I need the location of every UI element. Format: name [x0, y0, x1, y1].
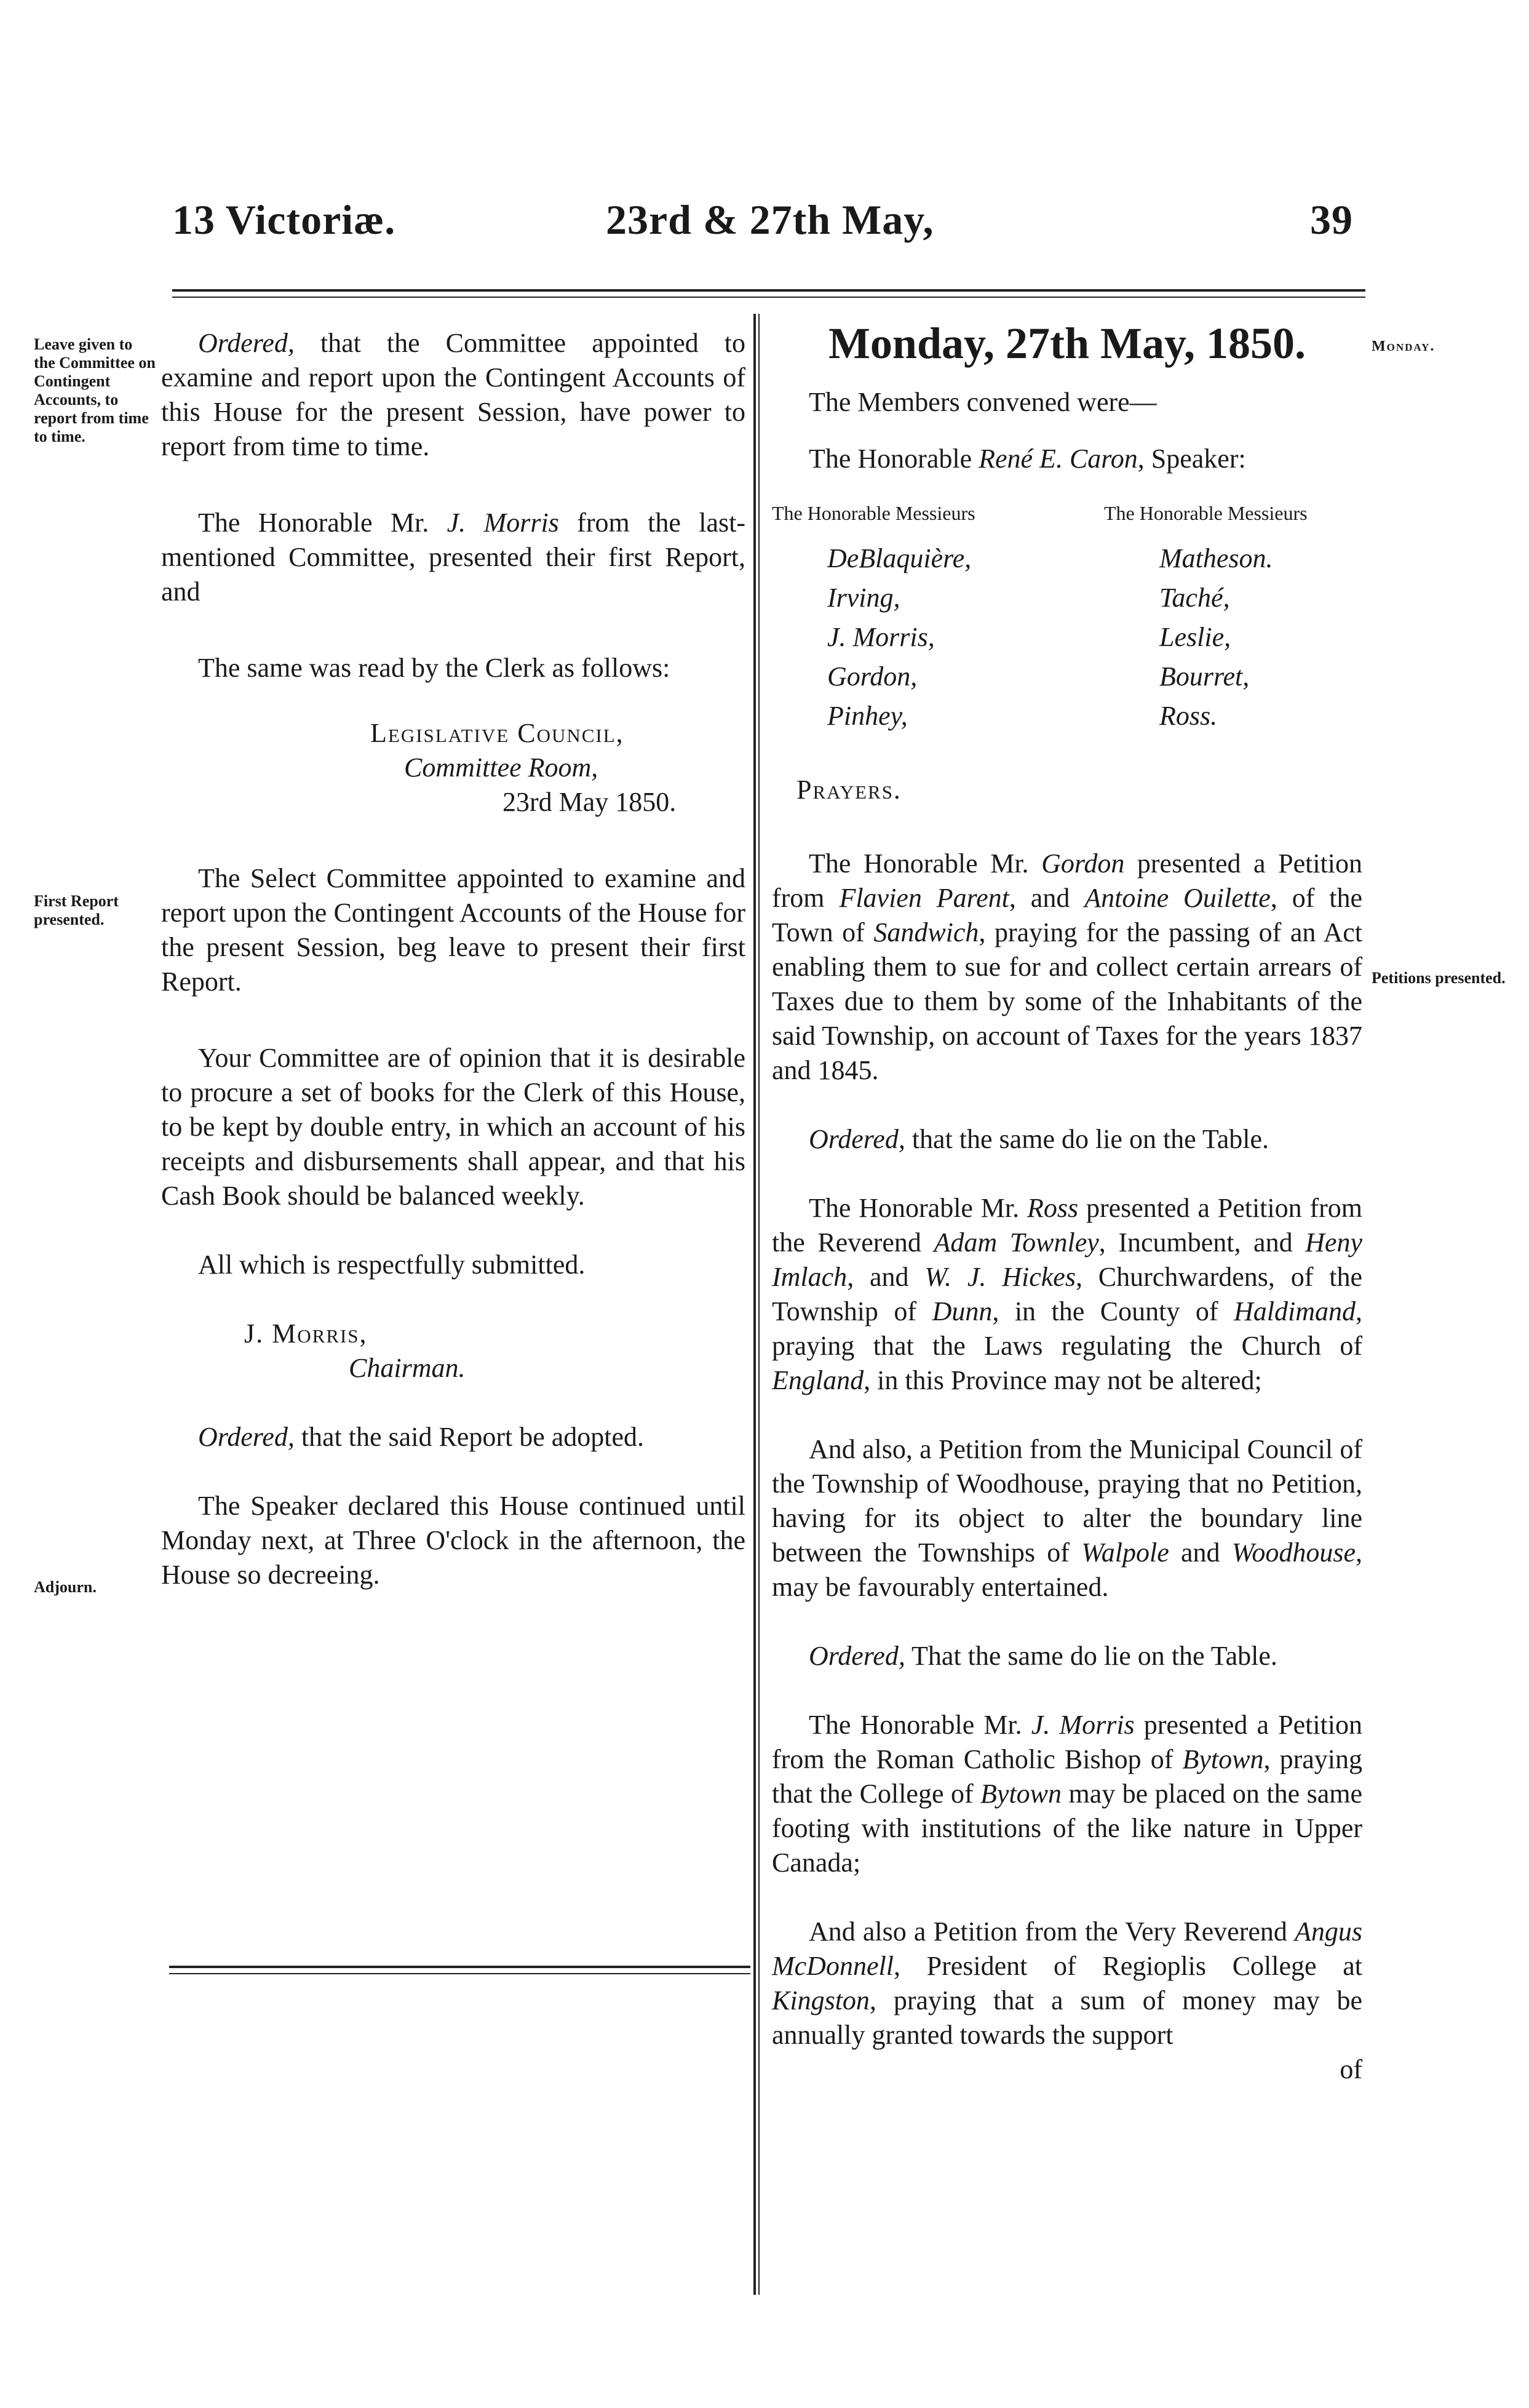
person-name: Gordon: [1041, 848, 1125, 879]
place-name: Dunn: [932, 1296, 993, 1326]
person-name: Ross: [1027, 1193, 1079, 1223]
text-segment: The Honorable Mr.: [809, 848, 1042, 879]
paragraph-ross-petition: [772, 1191, 1362, 1398]
text-segment: from the last-mentioned Committee, presented their first Report, and: [161, 508, 745, 607]
ordered-word: Ordered,: [198, 1422, 295, 1452]
person-name: Heny Imlach: [772, 1227, 1362, 1292]
catchword: of: [1340, 2054, 1362, 2084]
paragraph-gordon-petition: [772, 847, 1362, 1088]
text-segment: presented a Petition from the Reverend: [772, 1193, 1363, 1258]
paragraph-bytown-petition: [772, 1708, 1362, 1880]
signature-block: [161, 1317, 745, 1385]
members-right: [1159, 539, 1273, 736]
text-segment: and: [1169, 1537, 1232, 1568]
member-name: Taché,: [1159, 583, 1230, 613]
person-name: W. J. Hickes: [924, 1262, 1076, 1292]
running-head-left: 13 Victoriæ.: [172, 196, 396, 243]
text-segment: , in the County of: [992, 1296, 1234, 1326]
text-segment: , Speaker:: [1137, 444, 1246, 474]
paragraph-ordered-table-1: [772, 1122, 1362, 1157]
member-name: Gordon,: [827, 661, 918, 692]
paragraph-leave-given: [161, 326, 745, 464]
person-name: Antoine Ouilette: [1084, 883, 1271, 913]
person-name: J. Morris: [447, 508, 559, 538]
place-name: England: [772, 1365, 864, 1395]
report-heading: [161, 716, 745, 819]
place-name: Bytown: [980, 1779, 1062, 1809]
ordered-word: Ordered,: [809, 1641, 905, 1671]
text-segment: The Honorable Mr.: [809, 1710, 1031, 1740]
header-rule-bottom: [172, 297, 1365, 298]
person-name: Adam Townley: [934, 1227, 1099, 1258]
member-name: Bourret,: [1159, 661, 1250, 692]
paragraph-adjourn: The Speaker declared this House continued until Monday next, at Three O'clock in the afternoon, the House so decreeing.: [161, 1491, 745, 1590]
column-divider-thin: [758, 314, 760, 2295]
section-end-rule-thin: [169, 1973, 750, 1974]
person-name: Flavien Parent: [839, 883, 1009, 913]
text-segment: , praying for the passing of an Act enabling them to sue for and collect certain arrears of Taxes due to them by some of the Inhabitants of the said Township, on account of Taxes for the years 1837 and 1845.: [772, 917, 1363, 1085]
column-divider: [753, 314, 756, 2295]
margin-note-leave-given: Leave given to the Committee on Contingent Accounts, to report from time to time.: [34, 335, 156, 445]
header-rule-top: [172, 289, 1365, 292]
signature-title: Chairman.: [349, 1353, 466, 1383]
speaker-name: René E. Caron: [979, 444, 1138, 474]
right-column: [772, 319, 1363, 2087]
report-council-title: Legislative Council,: [370, 718, 624, 748]
messieurs-left-heading: The Honorable Messieurs: [772, 502, 975, 524]
member-name: Irving,: [827, 583, 900, 613]
text-segment: , may be favourably entertained.: [772, 1537, 1362, 1602]
paragraph-text: that the Committee appointed to examine and report upon the Contingent Accounts of this House for the present Session, have power to report from time to time.: [161, 328, 745, 461]
margin-note-petitions: Petitions presented.: [1372, 969, 1506, 987]
report-room: Committee Room,: [404, 752, 598, 783]
members-left: [827, 539, 971, 736]
place-name: Kingston: [772, 1985, 870, 2015]
text-segment: presented a Petition from: [772, 848, 1363, 913]
messieurs-right-heading: The Honorable Messieurs: [1104, 502, 1308, 524]
place-name: Haldimand: [1234, 1296, 1356, 1326]
member-name: DeBlaquière,: [827, 543, 972, 573]
member-name: J. Morris,: [827, 622, 935, 652]
member-name: Pinhey,: [827, 701, 908, 731]
member-name: Matheson.: [1159, 543, 1273, 573]
place-name: Sandwich: [873, 917, 979, 947]
ordered-word: Ordered,: [809, 1124, 905, 1154]
left-column: [161, 326, 745, 1634]
paragraph-opinion: Your Committee are of opinion that it is desirable to procure a set of books for the Clerk of this House, to be kept by double entry, in which an account of his receipts and disbursements shall appear, and that his Cash Book should be balanced weekly.: [161, 1043, 745, 1211]
text-segment: , praying that the Laws regulating the Church of: [772, 1296, 1362, 1361]
text-segment: , in this Province may not be altered;: [864, 1365, 1262, 1395]
paragraph-text: that the said Report be adopted.: [294, 1422, 645, 1452]
margin-note-monday: Monday.: [1372, 338, 1436, 354]
signature-name: J. Morris,: [244, 1318, 368, 1349]
person-name: Angus McDonnell: [772, 1916, 1362, 1981]
paragraph-convened: The Members convened were—: [809, 387, 1157, 417]
paragraph-ordered-table-2: [772, 1639, 1362, 1673]
paragraph-morris-report: [161, 506, 745, 609]
place-name: Walpole: [1081, 1537, 1169, 1568]
text-segment: And also a Petition from the Very Reverend: [809, 1916, 1295, 1947]
ordered-word: Ordered,: [198, 328, 295, 358]
text-segment: , praying that a sum of money may be annually granted towards the support: [772, 1985, 1362, 2050]
text-segment: And also, a Petition from the Municipal Council of the Township of Woodhouse, praying that no Petition, having for its object to alter the boundary line between the Townships of: [772, 1434, 1362, 1568]
report-date: 23rd May 1850.: [502, 787, 677, 817]
text-segment: may be placed on the same footing with institutions of the like nature in Upper Canada;: [772, 1779, 1362, 1878]
person-name: J. Morris: [1031, 1710, 1135, 1740]
margin-note-adjourn: Adjourn.: [34, 1578, 97, 1596]
paragraph-woodhouse-petition: [772, 1432, 1362, 1605]
text-segment: , praying that the College of: [772, 1744, 1363, 1809]
text-segment: The Honorable Mr.: [198, 508, 447, 538]
member-name: Leslie,: [1159, 622, 1231, 652]
place-name: Woodhouse: [1231, 1537, 1356, 1568]
prayers-heading: Prayers.: [796, 775, 902, 805]
text-segment: , of the Town of: [772, 883, 1363, 947]
member-name: Ross.: [1159, 701, 1218, 731]
text-segment: , and: [1009, 883, 1085, 913]
paragraph-mcdonnell-petition: [772, 1915, 1362, 2052]
text-segment: , Churchwardens, of the Township of: [772, 1262, 1363, 1326]
paragraph-select-committee: The Select Committee appointed to examine and report upon the Contingent Accounts of the House for the present Session, beg leave to present their first Report.: [161, 863, 745, 997]
margin-note-first-report: First Report presented.: [34, 892, 119, 928]
paragraph-speaker: [772, 442, 1362, 476]
paragraph-text: that the same do lie on the Table.: [905, 1124, 1269, 1154]
text-segment: , Incumbent, and: [1098, 1227, 1306, 1258]
text-segment: The Honorable Mr.: [809, 1193, 1027, 1223]
day-heading: Monday, 27th May, 1850.: [828, 319, 1306, 368]
text-segment: , President of Regioplis College at: [893, 1951, 1362, 1981]
paragraph-adopted: [161, 1420, 745, 1454]
text-segment: , and: [847, 1262, 925, 1292]
place-name: Bytown: [1182, 1744, 1264, 1774]
running-head-center: 23rd & 27th May,: [606, 196, 934, 243]
paragraph-text: That the same do lie on the Table.: [905, 1641, 1277, 1671]
section-end-rule: [169, 1966, 750, 1968]
page-number: 39: [1310, 196, 1353, 243]
members-list: [772, 539, 1362, 748]
paragraph-read-by-clerk: The same was read by the Clerk as follows:: [198, 653, 670, 683]
messieurs-headers: [772, 501, 1362, 539]
paragraph-submitted: All which is respectfully submitted.: [198, 1250, 586, 1280]
text-segment: presented a Petition from the Roman Catholic Bishop of: [772, 1710, 1363, 1774]
text-segment: The Honorable: [809, 444, 979, 474]
